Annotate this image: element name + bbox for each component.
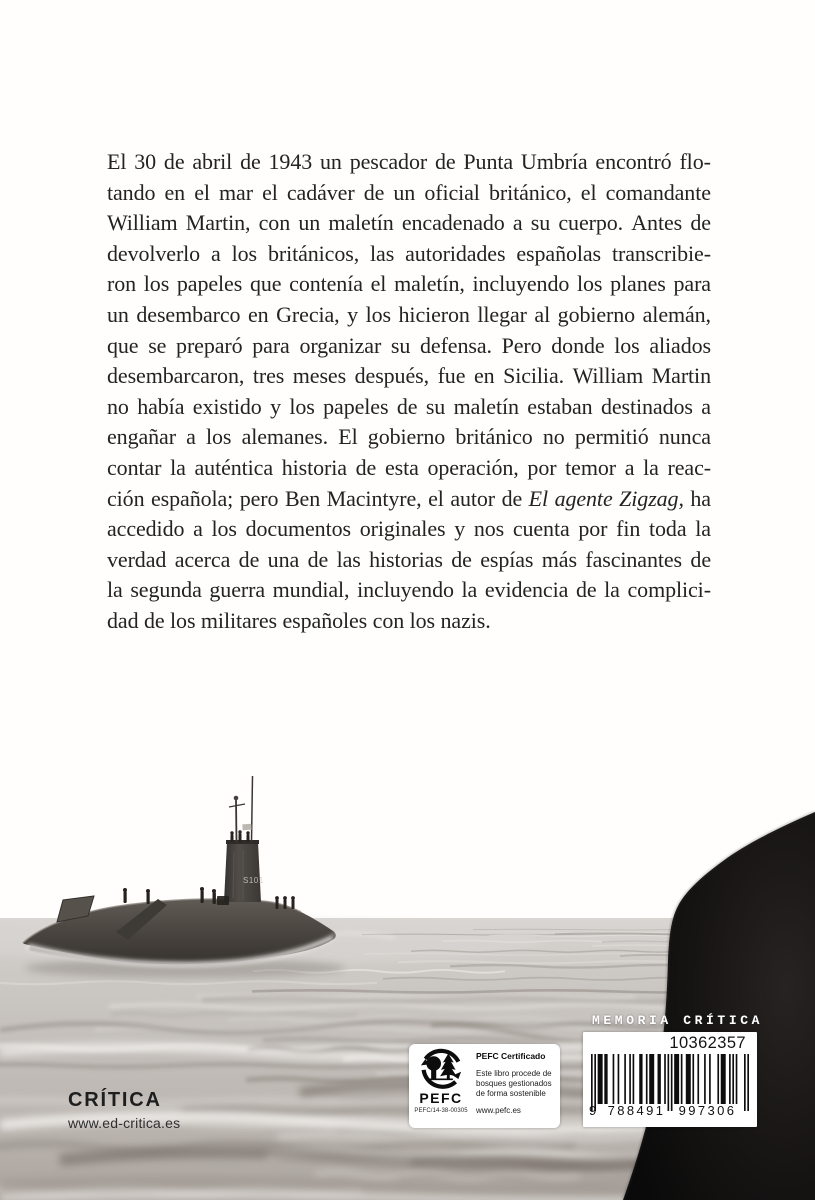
synopsis-word: autoridades — [405, 240, 506, 266]
synopsis-word: Punta — [463, 149, 514, 174]
synopsis-word: después, — [354, 363, 429, 389]
ean-digits — [589, 1103, 751, 1118]
synopsis-word: toda — [649, 516, 687, 542]
synopsis-word: un — [298, 210, 321, 236]
synopsis-word: gobierno — [367, 424, 446, 450]
synopsis-word: encadenado — [401, 210, 505, 236]
synopsis-word: El — [528, 485, 549, 511]
synopsis-word: por — [578, 516, 608, 542]
synopsis-word: papeles — [323, 393, 389, 419]
synopsis-word: guerra — [209, 577, 265, 603]
synopsis-word: de — [396, 393, 418, 419]
synopsis-word: segunda — [130, 577, 202, 603]
synopsis-word: Umbría — [520, 149, 588, 174]
synopsis-word: británico — [455, 424, 533, 450]
synopsis-line — [107, 455, 711, 486]
ean-first-digit: 9 — [589, 1103, 597, 1118]
synopsis-word: el — [370, 271, 387, 297]
synopsis-word: papeles — [176, 271, 243, 297]
synopsis-word: El — [338, 424, 358, 450]
synopsis-word: el — [262, 179, 278, 205]
synopsis-word: en — [473, 363, 495, 389]
synopsis-word: la — [695, 516, 711, 542]
pefc-url: www.pefc.es — [476, 1106, 521, 1116]
synopsis-word: había — [137, 393, 185, 419]
synopsis-word: comandante — [605, 179, 711, 205]
pefc-text-column — [473, 1044, 560, 1128]
signal-flag — [242, 824, 251, 831]
pefc-description-line: de forma sostenible — [476, 1088, 546, 1098]
synopsis-word: Zigzag, — [619, 485, 684, 511]
synopsis-word: pescador — [349, 149, 428, 174]
ean-group-right: 997306 — [678, 1103, 737, 1118]
synopsis-word: esta — [384, 454, 419, 480]
synopsis-line — [107, 577, 711, 608]
synopsis-word: destinados — [600, 393, 693, 419]
synopsis-word: preparó — [176, 332, 243, 358]
synopsis-line — [107, 516, 711, 547]
synopsis-word: militares — [200, 607, 278, 633]
synopsis-word: alemán, — [642, 301, 711, 327]
synopsis-word: Martin — [651, 363, 711, 389]
synopsis-word: agente — [554, 485, 613, 511]
synopsis-word: maletín, — [394, 271, 465, 297]
synopsis-word: fue — [437, 363, 466, 389]
synopsis-word: Pero — [501, 332, 542, 358]
synopsis-line — [107, 608, 711, 639]
synopsis-line — [107, 210, 711, 241]
pefc-description-line: Este libro procede de — [476, 1069, 552, 1078]
synopsis-word: acerca — [174, 546, 231, 572]
synopsis-word: flo- — [679, 149, 711, 174]
pefc-description — [476, 1069, 556, 1098]
synopsis-word: nos — [473, 516, 505, 542]
synopsis-word: incluyendo — [472, 271, 570, 297]
synopsis-word: no — [107, 393, 129, 419]
synopsis-word: autor — [450, 485, 496, 511]
synopsis-line — [107, 486, 711, 517]
synopsis-word: mar — [219, 179, 253, 205]
synopsis-word: complici- — [627, 577, 711, 603]
synopsis-word: para — [673, 271, 711, 297]
synopsis-word: de — [143, 607, 165, 633]
synopsis-word: a — [512, 210, 523, 236]
collection-label: MEMORIA CRÍTICA — [592, 1013, 764, 1028]
synopsis-word: historias — [369, 546, 443, 572]
synopsis-word: un — [320, 149, 342, 174]
synopsis-word: españoles — [282, 607, 368, 633]
synopsis-word: tando — [107, 179, 156, 205]
synopsis-word: William — [107, 210, 178, 236]
synopsis-word: de — [240, 149, 261, 174]
synopsis-line — [107, 394, 711, 425]
synopsis-word: a — [701, 393, 711, 419]
synopsis-word: devolverlo — [107, 240, 201, 266]
barcode-top-number: 10362357 — [669, 1034, 746, 1052]
synopsis-word: planes — [610, 271, 666, 297]
synopsis-word: a — [186, 424, 196, 450]
pefc-code: PEFC/14-38-00305 — [414, 1108, 468, 1114]
synopsis-word: y — [347, 301, 359, 327]
synopsis-word: Sicilia. — [503, 363, 565, 389]
synopsis-word: fin — [616, 516, 641, 542]
pefc-title: PEFC Certificado — [476, 1051, 546, 1061]
synopsis-word: auténtica — [194, 454, 273, 480]
synopsis-word: las — [370, 240, 395, 266]
synopsis-word: el — [194, 179, 210, 205]
synopsis-word: alemanes. — [241, 424, 329, 450]
synopsis-word: documentos — [245, 516, 351, 542]
pefc-logo-icon — [418, 1048, 464, 1090]
synopsis-word: accedido — [107, 516, 185, 542]
synopsis-word: y — [454, 516, 466, 542]
synopsis-word: con — [372, 607, 405, 633]
synopsis-word: a — [624, 454, 635, 480]
synopsis-word: el — [580, 179, 597, 205]
synopsis-word: española; — [151, 485, 234, 511]
synopsis-line — [107, 363, 711, 394]
synopsis-word: ha — [690, 485, 711, 511]
synopsis-word: transcribie- — [611, 240, 711, 266]
synopsis-word: organizar — [299, 332, 382, 358]
synopsis-word: permitió — [574, 424, 649, 450]
synopsis-word: a — [193, 516, 203, 542]
synopsis-word: españolas — [516, 240, 602, 266]
synopsis-word: estaban — [527, 393, 593, 419]
synopsis-word: que — [249, 271, 282, 297]
synopsis-word: reac- — [667, 454, 711, 480]
synopsis-word: la — [170, 454, 186, 480]
synopsis-word: nunca — [658, 424, 711, 450]
synopsis-word: en — [248, 301, 269, 327]
radio-mast — [252, 776, 253, 842]
synopsis-word: los — [365, 301, 391, 327]
publisher-block — [68, 1090, 180, 1131]
synopsis-line — [107, 302, 711, 333]
synopsis-word: no — [542, 424, 565, 450]
synopsis-word: de — [355, 454, 377, 480]
synopsis-word: al — [534, 301, 551, 327]
pefc-description-line: bosques gestionados — [476, 1078, 552, 1088]
barcode-sticker — [583, 1032, 757, 1127]
synopsis-word: su — [425, 393, 446, 419]
synopsis-word: los — [577, 271, 603, 297]
mast-head — [234, 796, 239, 801]
synopsis-word: hicieron — [398, 301, 470, 327]
synopsis-word: los — [289, 393, 315, 419]
synopsis-word: de — [434, 149, 456, 174]
synopsis-word: que — [107, 332, 139, 358]
synopsis-word: los — [206, 424, 232, 450]
synopsis-word: desembarcaron, — [107, 363, 245, 389]
synopsis-word: ron — [107, 271, 137, 297]
synopsis-word: existido — [192, 393, 262, 419]
synopsis-word: Ben — [284, 485, 321, 511]
synopsis-word: su — [390, 332, 411, 358]
synopsis-word: espías — [480, 546, 534, 572]
pefc-certification-box — [409, 1044, 560, 1128]
synopsis-word: Martin, — [185, 210, 251, 236]
publisher-logo: CRÍTICA — [68, 1089, 162, 1111]
hull-marking: S101 — [243, 876, 264, 885]
synopsis-word: Antes — [631, 210, 683, 236]
synopsis-word: los — [143, 271, 170, 297]
synopsis-word: operación, — [427, 454, 519, 480]
synopsis-word: de — [690, 210, 711, 236]
synopsis-word: aliados — [649, 332, 711, 358]
synopsis-word: contar — [107, 454, 162, 480]
synopsis-word: encontró — [595, 149, 672, 174]
synopsis-word: para — [252, 332, 290, 358]
synopsis-word: pero — [239, 485, 279, 511]
synopsis-word: se — [148, 332, 167, 358]
synopsis-word: contenía — [289, 271, 363, 297]
synopsis-word: la — [461, 577, 478, 603]
synopsis-word: de — [451, 546, 472, 572]
synopsis-word: los — [409, 607, 435, 633]
synopsis-word: mundial, — [272, 577, 350, 603]
synopsis-word: de — [363, 179, 385, 205]
synopsis-word: 1943 — [268, 149, 313, 174]
synopsis-word: meses — [292, 363, 347, 389]
synopsis-word: de — [307, 546, 329, 572]
synopsis-line — [107, 424, 711, 455]
synopsis-word: británicos, — [267, 240, 360, 266]
synopsis-word: de — [238, 546, 260, 572]
synopsis-line — [107, 547, 711, 578]
synopsis-word: cuenta — [512, 516, 570, 542]
synopsis-word: donde — [551, 332, 605, 358]
ean-group-left: 788491 — [607, 1103, 666, 1118]
synopsis-word: oficial — [424, 179, 480, 205]
synopsis-line — [107, 333, 711, 364]
synopsis-word: las — [336, 546, 361, 572]
synopsis-word: con — [258, 210, 291, 236]
synopsis-word: por — [527, 454, 557, 480]
synopsis-word: temor — [565, 454, 616, 480]
synopsis-word: tres — [252, 363, 285, 389]
synopsis-word: llegar — [477, 301, 527, 327]
synopsis-word: William — [572, 363, 644, 389]
synopsis-word: la — [107, 577, 123, 603]
synopsis-word: británico, — [488, 179, 572, 205]
pefc-name: PEFC — [419, 1090, 463, 1106]
synopsis-word: ción — [107, 485, 145, 511]
synopsis-line — [107, 149, 711, 180]
synopsis-line — [107, 180, 711, 211]
synopsis-word: 30 — [134, 149, 157, 174]
synopsis-line — [107, 241, 711, 272]
synopsis-word: y — [270, 393, 281, 419]
synopsis-word: originales — [359, 516, 446, 542]
synopsis-word: la — [604, 577, 620, 603]
synopsis-word: Macintyre, — [326, 485, 422, 511]
synopsis-word: incluyendo — [357, 577, 454, 603]
synopsis-word: en — [164, 179, 186, 205]
synopsis-word: el — [428, 485, 444, 511]
synopsis-word: de — [575, 577, 597, 603]
synopsis-word: fascinantes — [585, 546, 682, 572]
synopsis-word: su — [530, 210, 551, 236]
synopsis-word: nazis. — [440, 607, 491, 633]
synopsis-word: los — [614, 332, 640, 358]
synopsis-word: los — [211, 516, 237, 542]
synopsis-word: los — [170, 607, 196, 633]
synopsis-word: maletín — [328, 210, 394, 236]
synopsis-word: El — [107, 149, 127, 174]
synopsis-word: de — [163, 149, 185, 174]
synopsis-word: defensa. — [420, 332, 492, 358]
synopsis-word: más — [541, 546, 577, 572]
synopsis-word: cadáver — [286, 179, 355, 205]
synopsis-word: maletín — [453, 393, 519, 419]
synopsis-word: la — [643, 454, 659, 480]
synopsis-word: engañar — [107, 424, 176, 450]
synopsis-word: un — [107, 301, 129, 327]
synopsis-word: historia — [281, 454, 347, 480]
synopsis-word: evidencia — [484, 577, 569, 603]
synopsis-word: cuerpo. — [558, 210, 624, 236]
pefc-logo-column — [409, 1044, 473, 1128]
synopsis-word: de — [501, 485, 523, 511]
synopsis-word: una — [267, 546, 300, 572]
synopsis-word: verdad — [107, 546, 167, 572]
synopsis-word: desembarco — [136, 301, 241, 327]
synopsis-paragraph — [107, 149, 711, 639]
publisher-url: www.ed-critica.es — [68, 1115, 181, 1131]
synopsis-word: de — [690, 546, 711, 572]
synopsis-word: Grecia, — [276, 301, 340, 327]
synopsis-word: gobierno — [557, 301, 636, 327]
synopsis-line — [107, 271, 711, 302]
synopsis-word: abril — [192, 149, 233, 174]
synopsis-word: un — [393, 179, 416, 205]
synopsis-word: dad — [107, 607, 139, 633]
synopsis-word: los — [231, 240, 258, 266]
synopsis-word: a — [211, 240, 221, 266]
